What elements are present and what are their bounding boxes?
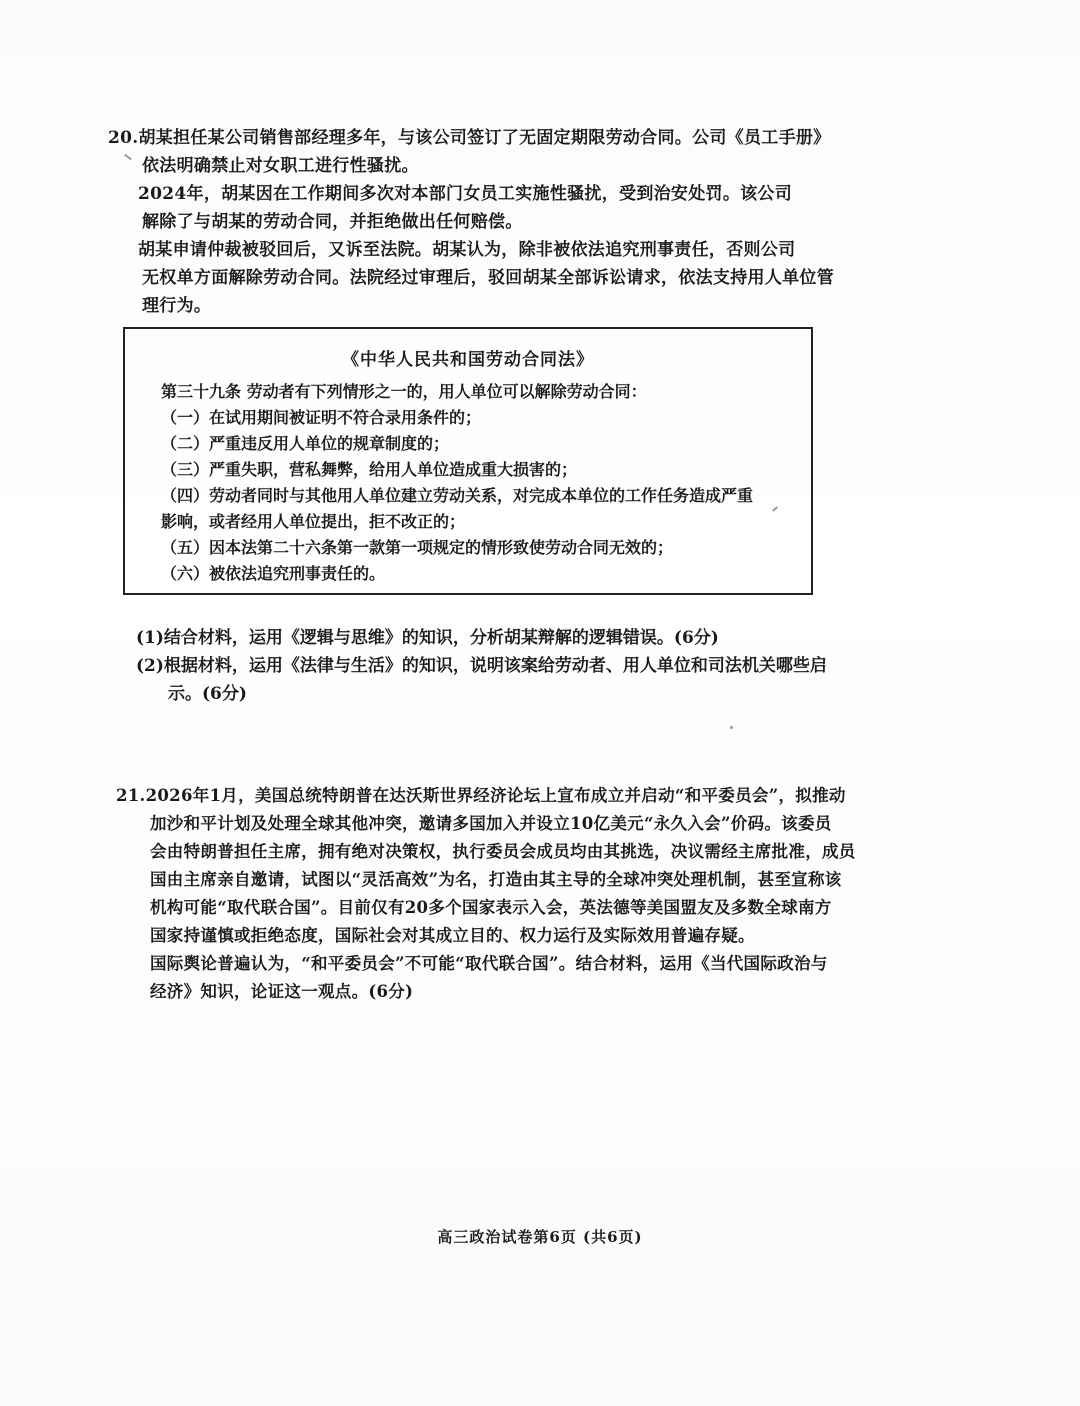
law-excerpt-box xyxy=(123,327,813,595)
law-clause: （三）严重失职，营私舞弊，给用人单位造成重大损害的； xyxy=(161,460,578,479)
question-21-line: 21.2026年1月，美国总统特朗普在达沃斯世界经济论坛上宣布成立并启动“和平委员会”，拟推动 xyxy=(116,786,846,805)
subquestion-2-continuation: 示。(6分) xyxy=(168,684,247,704)
question-21-line: 机构可能“取代联合国”。目前仅有20多个国家表示入会，英法德等美国盟友及多数全球南方 xyxy=(150,898,832,917)
law-article-line: 第三十九条 劳动者有下列情形之一的，用人单位可以解除劳动合同： xyxy=(161,382,647,401)
law-clause: （二）严重违反用人单位的规章制度的； xyxy=(161,434,450,453)
question-20-line: 无权单方面解除劳动合同。法院经过审理后，驳回胡某全部诉讼请求，依法支持用人单位管 xyxy=(142,268,834,288)
question-21-line: 国家持谨慎或拒绝态度，国际社会对其成立目的、权力运行及实际效用普遍存疑。 xyxy=(150,926,755,945)
question-21-line: 国际舆论普遍认为，“和平委员会”不可能“取代联合国”。结合材料，运用《当代国际政治与 xyxy=(150,954,828,973)
question-20-line: 依法明确禁止对女职工进行性骚扰。 xyxy=(142,156,419,176)
scan-mark xyxy=(730,726,733,729)
law-clause: （一）在试用期间被证明不符合录用条件的； xyxy=(161,408,482,427)
question-20-line: 20.胡某担任某公司销售部经理多年，与该公司签订了无固定期限劳动合同。公司《员工手册》 xyxy=(108,128,831,148)
law-clause: （五）因本法第二十六条第一款第一项规定的情形致使劳动合同无效的； xyxy=(161,538,674,557)
question-21 xyxy=(116,782,856,1006)
law-clause-continuation: 影响，或者经用人单位提出，拒不改正的； xyxy=(161,512,466,531)
question-20-line: 理行为。 xyxy=(142,296,212,316)
question-20-line: 胡某申请仲裁被驳回后，又诉至法院。胡某认为，除非被依法追究刑事责任，否则公司 xyxy=(138,240,796,260)
question-20 xyxy=(108,124,838,320)
page-footer: 高三政治试卷第6页 (共6页) xyxy=(437,1228,643,1246)
question-20-line: 解除了与胡某的劳动合同，并拒绝做出任何赔偿。 xyxy=(142,212,523,232)
law-clause: （四）劳动者同时与其他用人单位建立劳动关系，对完成本单位的工作任务造成严重 xyxy=(161,486,754,505)
question-21-line: 加沙和平计划及处理全球其他冲突，邀请多国加入并设立10亿美元“永久入会”价码。该委员 xyxy=(150,814,832,833)
question-21-line: 会由特朗普担任主席，拥有绝对决策权，执行委员会成员均由其挑选，决议需经主席批准，成员 xyxy=(150,842,856,861)
question-21-line: 经济》知识，论证这一观点。(6分) xyxy=(150,982,414,1001)
subquestion-1: (1)结合材料，运用《逻辑与思维》的知识，分析胡某辩解的逻辑错误。(6分) xyxy=(136,628,719,648)
question-20-line: 2024年，胡某因在工作期间多次对本部门女员工实施性骚扰，受到治安处罚。该公司 xyxy=(138,184,793,204)
question-20-subquestions xyxy=(136,624,836,708)
question-21-line: 国由主席亲自邀请，试图以“灵活高效”为名，打造由其主导的全球冲突处理机制，甚至宣称该 xyxy=(150,870,842,889)
law-body xyxy=(161,379,801,587)
subquestion-2: (2)根据材料，运用《法律与生活》的知识，说明该案给劳动者、用人单位和司法机关哪些启 xyxy=(136,656,827,676)
law-clause: （六）被依法追究刑事责任的。 xyxy=(161,564,386,583)
law-title: 《中华人民共和国劳动合同法》 xyxy=(342,350,594,370)
